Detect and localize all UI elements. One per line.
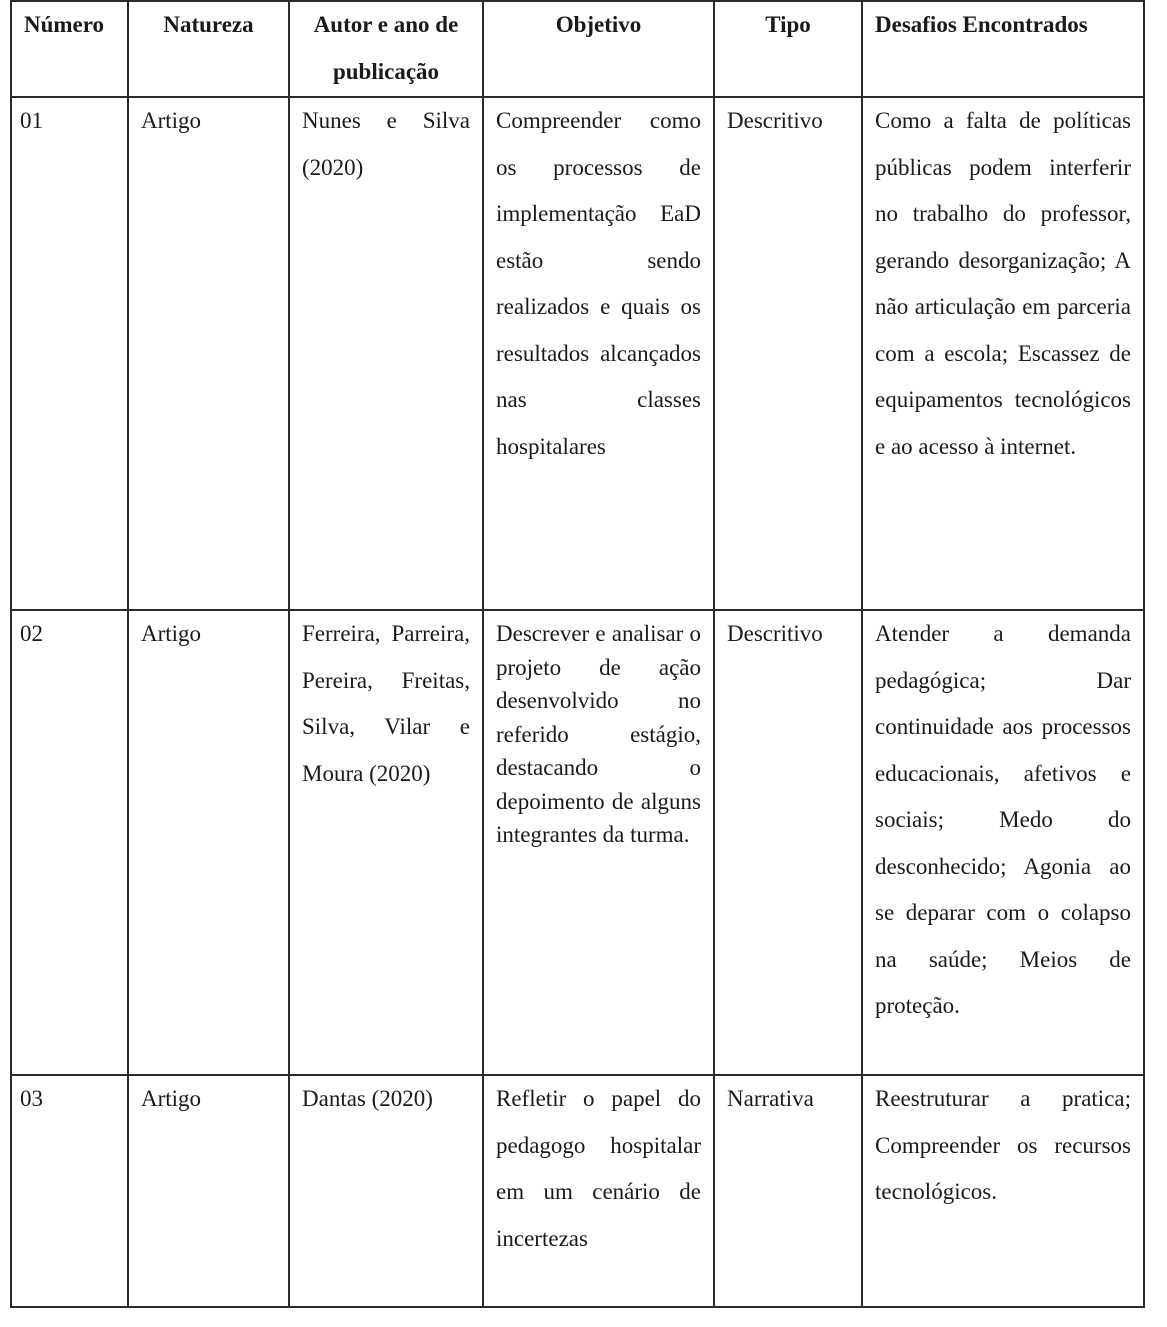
cell-tipo: Descritivo (714, 97, 862, 610)
table-row (11, 97, 1144, 610)
cell-tipo: Descritivo (714, 610, 862, 1075)
cell-desafios: Reestruturar a pratica; Compreender os recursos tecnológicos. (862, 1075, 1144, 1307)
table-row (11, 610, 1144, 1075)
header-natureza: Natureza (128, 1, 289, 97)
cell-autor: Ferreira, Parreira, Pereira, Freitas, Silva, Vilar e Moura (2020) (289, 610, 483, 1075)
cell-autor: Nunes e Silva (2020) (289, 97, 483, 610)
header-tipo: Tipo (714, 1, 862, 97)
table-header-row (11, 1, 1144, 97)
cell-objetivo: Compreender como os processos de implementação EaD estão sendo realizados e quais os resultados alcançados nas classes hospitalares (483, 97, 714, 610)
cell-numero: 01 (11, 97, 128, 610)
header-desafios: Desafios Encontrados (862, 1, 1144, 97)
header-objetivo: Objetivo (483, 1, 714, 97)
header-numero: Número (11, 1, 128, 97)
header-autor-ano: Autor e ano de publicação (289, 1, 483, 97)
literature-review-table (10, 0, 1145, 1308)
cell-desafios: Atender a demanda pedagógica; Dar continuidade aos processos educacionais, afetivos e sociais; Medo do desconhecido; Agonia ao se deparar com o colapso na saúde; Meios de proteção. (862, 610, 1144, 1075)
cell-numero: 03 (11, 1075, 128, 1307)
cell-natureza: Artigo (128, 97, 289, 610)
cell-desafios: Como a falta de políticas públicas podem interferir no trabalho do professor, gerando desorganização; A não articulação em parceria com a escola; Escassez de equipamentos tecnológicos e ao acesso à internet. (862, 97, 1144, 610)
cell-objetivo: Descrever e analisar o projeto de ação desenvolvido no referido estágio, destacando o depoimento de alguns integrantes da turma. (483, 610, 714, 1075)
cell-autor: Dantas (2020) (289, 1075, 483, 1307)
cell-objetivo: Refletir o papel do pedagogo hospitalar em um cenário de incertezas (483, 1075, 714, 1307)
cell-numero: 02 (11, 610, 128, 1075)
table-row (11, 1075, 1144, 1307)
cell-natureza: Artigo (128, 1075, 289, 1307)
cell-tipo: Narrativa (714, 1075, 862, 1307)
cell-natureza: Artigo (128, 610, 289, 1075)
